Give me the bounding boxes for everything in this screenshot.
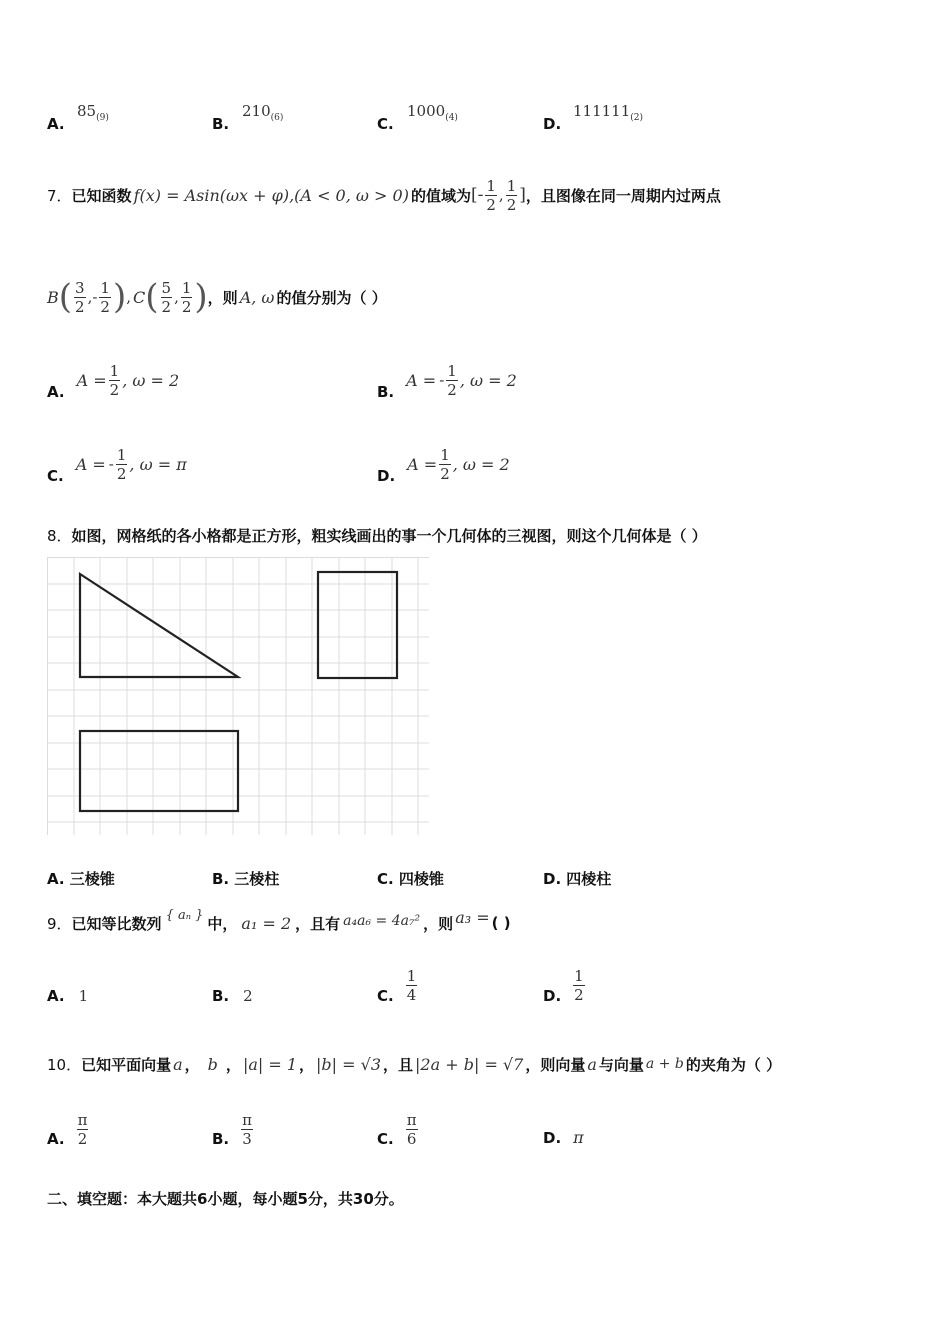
rest: , ω = π (129, 454, 187, 474)
fraction: $\frac{\pi}{3}$ (242, 1110, 252, 1148)
q7-points (47, 272, 387, 322)
q9-cond-text: ，且有 (295, 914, 341, 933)
modulus-b: |b| = √3 (316, 1054, 382, 1074)
option-text: 四棱锥 (398, 870, 444, 888)
q9-option-d (543, 960, 587, 1010)
q7-intro: 已知函数 (71, 186, 132, 205)
section-heading: 二、填空题：本大题共6小题，每小题5分，共30分。 (47, 1190, 404, 1208)
question-number: 7． (47, 186, 72, 205)
q7-range-text: 的值域为 (410, 186, 471, 205)
option-label: D. (543, 1129, 562, 1147)
q10-and: ，且 (383, 1055, 414, 1074)
option-label: B. (212, 987, 230, 1005)
separator: ， (299, 1055, 315, 1074)
fraction: $\frac{\pi}{2}$ (77, 1110, 88, 1148)
q6-option-b (212, 114, 229, 133)
q9-intro: 已知等比数列 (71, 914, 162, 933)
q9-stem (47, 905, 511, 941)
q8-option-d (543, 868, 611, 889)
option-label: B. (212, 115, 230, 133)
q7-then: ，则 (207, 288, 238, 307)
q7-function: f(x) = Asin(ωx + φ),(A < 0, ω > 0) (133, 185, 409, 205)
q10-option-c (377, 1104, 420, 1154)
option-value: 1 (78, 987, 89, 1005)
fraction: $\frac{1}{2}$ (486, 176, 496, 214)
fraction: $\frac{1}{2}$ (447, 361, 457, 399)
q7-option-d (377, 442, 510, 486)
option-label: D. (377, 467, 396, 485)
option-text: 三棱锥 (69, 870, 115, 888)
option-label: C. (377, 870, 394, 888)
q9-sequence: { aₙ } (165, 907, 204, 923)
option-label: A. (47, 987, 65, 1005)
sign: - (108, 455, 114, 473)
q8-option-c (377, 868, 444, 889)
fraction: $\frac{\pi}{6}$ (406, 1110, 417, 1148)
fraction: $\frac{1}{2}$ (109, 361, 120, 399)
q7-range-close: ] (519, 185, 526, 205)
q9-condition: a₄a₆ = 4a₇² (343, 913, 421, 929)
option-label: C. (47, 467, 64, 485)
comma: , (498, 186, 504, 204)
modulus-a: |a| = 1 (242, 1054, 298, 1074)
q8-text: 如图，网格纸的各小格都是正方形，粗实线画出的事一个几何体的三视图，则这个几何体是（ ） (71, 527, 707, 545)
q10-option-a (47, 1104, 90, 1154)
fraction: $\frac{1}{2}$ (506, 176, 517, 214)
option-label: A. (47, 383, 65, 401)
rest: , ω = 2 (122, 370, 180, 390)
q6-option-c-value: $1000_{(4)}$ (407, 102, 458, 123)
paren-left: ( (145, 277, 159, 317)
separator: ， (184, 1055, 200, 1074)
question-number: 10． (47, 1055, 82, 1074)
q9-mid: 中， (207, 914, 238, 933)
q9-option-b (212, 986, 253, 1005)
q6-option-a (47, 114, 65, 133)
option-label: C. (377, 987, 394, 1005)
three-view-grid-figure (47, 557, 429, 835)
question-number: 8． (47, 527, 72, 545)
rest: , ω = 2 (459, 370, 517, 390)
q6-option-b-value: $210_{(6)}$ (242, 102, 284, 123)
q7-option-c (47, 442, 187, 486)
q7-ask: 的值分别为（ ） (276, 288, 387, 307)
fraction: $\frac{1}{2}$ (181, 278, 192, 316)
lhs: A = (406, 370, 437, 390)
option-label: C. (377, 115, 394, 133)
option-label: D. (543, 987, 562, 1005)
option-label: B. (212, 870, 230, 888)
q6-option-c (377, 114, 394, 133)
q8-option-b (212, 868, 279, 889)
separator: , (174, 288, 179, 306)
sign: - (439, 371, 445, 389)
separator: ,- (87, 288, 98, 306)
q7-vars: A, ω (239, 287, 275, 307)
rest: , ω = 2 (452, 454, 510, 474)
fraction: $\frac{1}{2}$ (116, 445, 127, 483)
side-view-rectangle (318, 572, 397, 678)
option-text: 三棱柱 (234, 870, 280, 888)
q10-option-b (212, 1104, 255, 1154)
q6-option-a-value: $85_{(9)}$ (77, 102, 109, 123)
q10-with: 与向量 (598, 1055, 644, 1074)
q7-option-a (47, 358, 179, 402)
option-label: D. (543, 870, 562, 888)
option-text: 四棱柱 (566, 870, 612, 888)
option-value: 2 (243, 987, 253, 1005)
option-label: A. (47, 1130, 65, 1148)
q9-a1: a₁ = 2 (241, 913, 292, 933)
fraction: $\frac{3}{2}$ (75, 278, 85, 316)
q9-a3: a₃ = (455, 907, 490, 927)
comma: , (126, 288, 132, 306)
point-b-label: B (47, 287, 59, 307)
q8-option-a (47, 868, 115, 889)
q6-option-d-value: $111111_{(2)}$ (573, 102, 644, 123)
q10-intro: 已知平面向量 (81, 1055, 172, 1074)
q7-option-b (377, 358, 517, 402)
q10-tail1: ，则向量 (525, 1055, 586, 1074)
option-label: D. (543, 115, 562, 133)
option-value: π (573, 1128, 584, 1147)
q10-option-d (543, 1128, 584, 1147)
q9-paren: ( ) (491, 914, 511, 932)
modulus-sum: |2a + b| = √7 (415, 1054, 524, 1074)
fraction: $\frac{1}{4}$ (406, 966, 417, 1004)
lhs: A = (76, 370, 107, 390)
vector-a: a (173, 1054, 183, 1074)
lhs: A = (75, 454, 106, 474)
option-label: B. (212, 1130, 230, 1148)
q9-option-c (377, 960, 419, 1010)
paren-right: ) (112, 277, 127, 317)
q9-option-a (47, 986, 88, 1005)
front-view-triangle (80, 574, 238, 677)
q6-option-d (543, 114, 561, 133)
fraction: $\frac{1}{2}$ (574, 966, 584, 1004)
paren-left: ( (58, 277, 73, 317)
q7-stem (47, 170, 721, 220)
separator: ， (225, 1055, 241, 1074)
point-c-label: C (133, 287, 146, 307)
option-label: A. (47, 115, 65, 133)
paren-right: ) (194, 277, 208, 317)
question-number: 9． (47, 914, 72, 933)
q9-then: ，则 (423, 914, 454, 933)
q7-range-open: [- (470, 185, 484, 205)
fraction: $\frac{1}{2}$ (440, 445, 450, 483)
vector-a: a (587, 1054, 597, 1074)
fraction: $\frac{5}{2}$ (161, 278, 172, 316)
q7-tail: ，且图像在同一周期内过两点 (525, 186, 721, 205)
q10-stem (47, 1046, 781, 1082)
vector-b: b (207, 1054, 218, 1074)
option-label: A. (47, 870, 65, 888)
vector-a-plus-b: a + b (645, 1056, 684, 1072)
q10-tail2: 的夹角为（ ） (685, 1055, 782, 1074)
lhs: A = (407, 454, 438, 474)
fraction: $\frac{1}{2}$ (100, 278, 110, 316)
option-label: B. (377, 383, 395, 401)
q8-stem (47, 525, 707, 546)
option-label: C. (377, 1130, 394, 1148)
